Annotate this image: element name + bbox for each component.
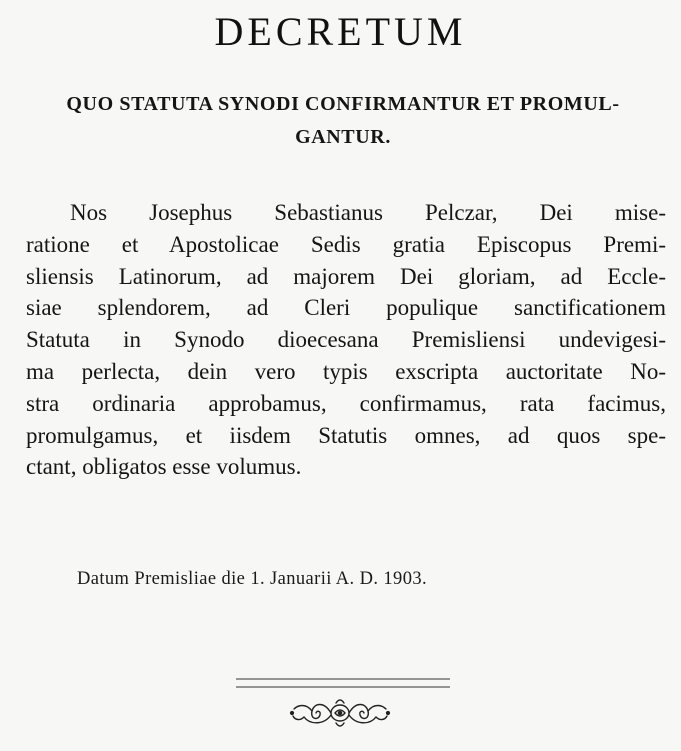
body-line: stra ordinaria approbamus, confirmamus, rata facimus, (26, 390, 666, 416)
body-line: Statuta in Synodo dioecesana Premisliensi undevigesi- (26, 327, 666, 353)
ornament-flourish-icon (288, 693, 392, 733)
body-line: ma perlecta, dein vero typis exscripta auctoritate No- (26, 358, 666, 384)
body-line: ratione et Apostolicae Sedis gratia Episcopus Premi- (26, 231, 666, 257)
body-line: siae splendorem, ad Cleri populique sanctificationem (26, 295, 666, 321)
body-line: sliensis Latinorum, ad majorem Dei gloriam, ad Eccle- (26, 263, 666, 289)
document-subtitle (28, 88, 658, 154)
body-line: Nos Josephus Sebastianus Pelczar, Dei mise- (70, 200, 666, 225)
subtitle-line-1: QUO STATUTA SYNODI CONFIRMANTUR ET PROMUL- (66, 93, 620, 115)
document-title: DECRETUM (214, 9, 467, 54)
subtitle-line-2: GANTUR. (295, 126, 391, 148)
date-line: Datum Premisliae die 1. Januarii A. D. 1903. (77, 569, 428, 589)
double-rule-divider (236, 676, 450, 690)
body-line: promulgamus, et iisdem Statutis omnes, ad quos spe- (26, 422, 666, 448)
decree-body (26, 197, 666, 483)
body-line: ctant, obligatos esse volumus. (26, 454, 302, 480)
